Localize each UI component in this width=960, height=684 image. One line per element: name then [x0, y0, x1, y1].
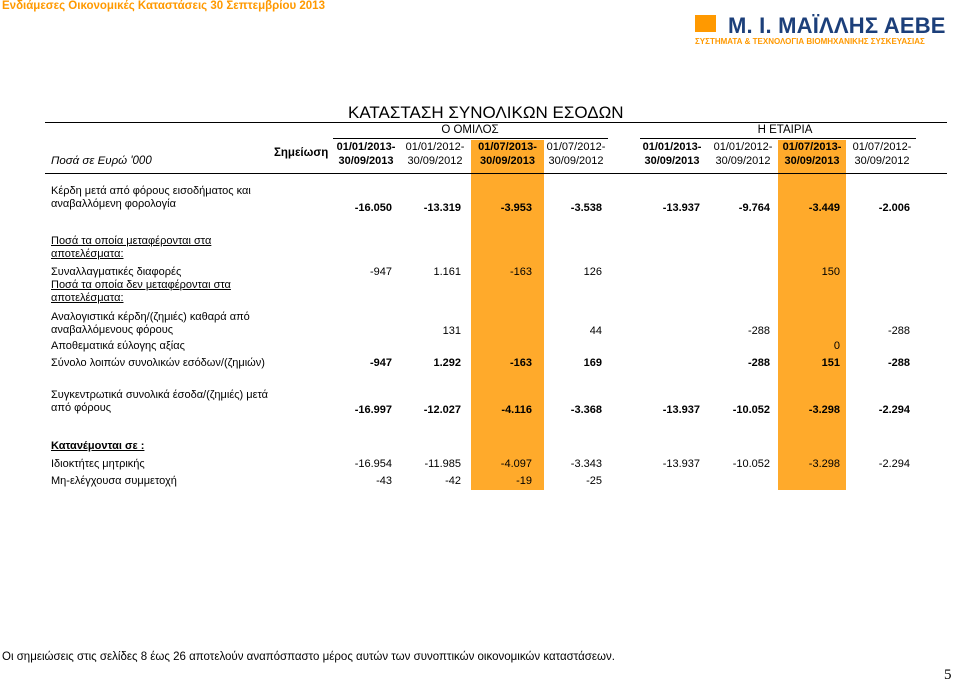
value-cell: -13.937: [662, 458, 700, 470]
group-header-underline: [333, 138, 608, 139]
column-header: 01/01/2012- 30/09/2012: [713, 141, 773, 167]
value-cell: -2.006: [878, 202, 910, 214]
value-cell: -13.319: [423, 202, 461, 214]
value-cell: -16.050: [354, 202, 392, 214]
value-cell: 44: [589, 325, 602, 337]
value-cell: -25: [586, 475, 602, 487]
header-bottom-rule: [45, 173, 947, 174]
value-cell: -3.368: [570, 404, 602, 416]
row-label-fx-differences: Συναλλαγματικές διαφορές: [51, 266, 182, 278]
value-cell: -2.294: [878, 458, 910, 470]
document-title: Ενδιάμεσες Οικονομικές Καταστάσεις 30 Σεπτεμβρίου 2013: [2, 0, 325, 12]
row-label-other-comprehensive-total: Σύνολο λοιπών συνολικών εσόδων/(ζημιών): [51, 357, 265, 369]
statement-title: ΚΑΤΑΣΤΑΣΗ ΣΥΝΟΛΙΚΩΝ ΕΣΟΔΩΝ: [348, 103, 624, 122]
value-cell: 169: [583, 357, 602, 369]
value-cell: 126: [583, 266, 602, 278]
row-label-total-comprehensive-income: Συγκεντρωτικά συνολικά έσοδα/(ζημιές) μετά από φόρους: [51, 389, 269, 414]
value-cell: -3.298: [808, 404, 840, 416]
company-header-underline: [640, 138, 916, 139]
section-label-reclassified: Ποσά τα οποία μεταφέρονται στα αποτελέσματα:: [51, 235, 212, 260]
column-header: 01/07/2013- 30/09/2013: [478, 141, 537, 167]
section-label-not-reclassified: Ποσά τα οποία δεν μεταφέρονται στα αποτελέσματα:: [51, 279, 231, 304]
title-rule: [45, 122, 947, 123]
highlight-column-company-q3-2013: [778, 140, 846, 490]
row-label-actuarial-gains: Αναλογιστικά κέρδη/(ζημιές) καθαρά από αναβαλλόμενους φόρους: [51, 311, 250, 336]
value-cell: 0: [833, 340, 840, 352]
value-cell: -4.116: [501, 404, 532, 416]
value-cell: -3.538: [570, 202, 602, 214]
page-number: 5: [944, 667, 952, 683]
value-cell: -3.298: [808, 458, 840, 470]
value-cell: -43: [376, 475, 392, 487]
value-cell: -11.985: [424, 458, 461, 470]
currency-note: Ποσά σε Ευρώ '000: [51, 155, 152, 167]
row-label-profit-after-tax: Κέρδη μετά από φόρους εισοδήματος και αναβαλλόμενη φορολογία: [51, 185, 251, 210]
column-header: 01/07/2013- 30/09/2013: [782, 141, 842, 167]
row-label-fair-value-reserves: Αποθεματικά εύλογης αξίας: [51, 340, 185, 352]
value-cell: -16.997: [354, 404, 392, 416]
column-header: 01/07/2012- 30/09/2012: [852, 141, 912, 167]
value-cell: -3.343: [570, 458, 602, 470]
note-column-header: Σημείωση: [274, 147, 329, 159]
value-cell: -4.097: [500, 458, 532, 470]
value-cell: -16.954: [354, 458, 392, 470]
row-label-owners-of-parent: Ιδιοκτήτες μητρικής: [51, 458, 145, 470]
value-cell: -288: [747, 357, 770, 369]
group-header-group: Ο ΟΜΙΛΟΣ: [441, 124, 499, 136]
company-logo-mark: [695, 15, 716, 32]
value-cell: -10.052: [732, 404, 770, 416]
value-cell: -288: [747, 325, 770, 337]
value-cell: -42: [445, 475, 461, 487]
column-header: 01/01/2012- 30/09/2012: [405, 141, 465, 167]
company-logo-tagline: ΣΥΣΤΗΜΑΤΑ & ΤΕΧΝΟΛΟΓΙΑ ΒΙΟΜΗΧΑΝΙΚΗΣ ΣΥΣΚΕΥΑΣΙΑΣ: [695, 37, 925, 46]
company-logo-name: Μ. Ι. ΜΑΪΛΛΗΣ ΑΕΒΕ: [728, 13, 946, 38]
value-cell: -10.052: [732, 458, 770, 470]
column-header: 01/01/2013- 30/09/2013: [336, 141, 396, 167]
highlight-column-group-q3-2013: [471, 140, 544, 490]
value-cell: -9.764: [738, 202, 770, 214]
column-header: 01/07/2012- 30/09/2012: [546, 141, 606, 167]
value-cell: -163: [509, 266, 532, 278]
value-cell: -13.937: [662, 404, 700, 416]
value-cell: -288: [887, 325, 910, 337]
value-cell: 131: [442, 325, 461, 337]
value-cell: -947: [369, 266, 392, 278]
row-label-non-controlling-interest: Μη-ελέγχουσα συμμετοχή: [51, 475, 177, 487]
value-cell: -19: [516, 475, 532, 487]
footnote: Οι σημειώσεις στις σελίδες 8 έως 26 αποτελούν αναπόσπαστο μέρος αυτών των συνοπτικών οικονομικών καταστάσεων.: [2, 651, 615, 663]
group-header-company: Η ΕΤΑΙΡΙΑ: [757, 124, 813, 136]
value-cell: -12.027: [423, 404, 461, 416]
value-cell: -947: [369, 357, 392, 369]
value-cell: -288: [887, 357, 910, 369]
value-cell: -3.449: [808, 202, 840, 214]
value-cell: -163: [509, 357, 532, 369]
column-header: 01/01/2013- 30/09/2013: [642, 141, 702, 167]
value-cell: -13.937: [662, 202, 700, 214]
section-label-attributable-to: Κατανέμονται σε :: [51, 440, 145, 452]
value-cell: 1.292: [433, 357, 461, 369]
value-cell: -2.294: [878, 404, 910, 416]
value-cell: -3.953: [500, 202, 532, 214]
value-cell: 150: [821, 266, 840, 278]
value-cell: 1.161: [433, 266, 461, 278]
value-cell: 151: [821, 357, 840, 369]
